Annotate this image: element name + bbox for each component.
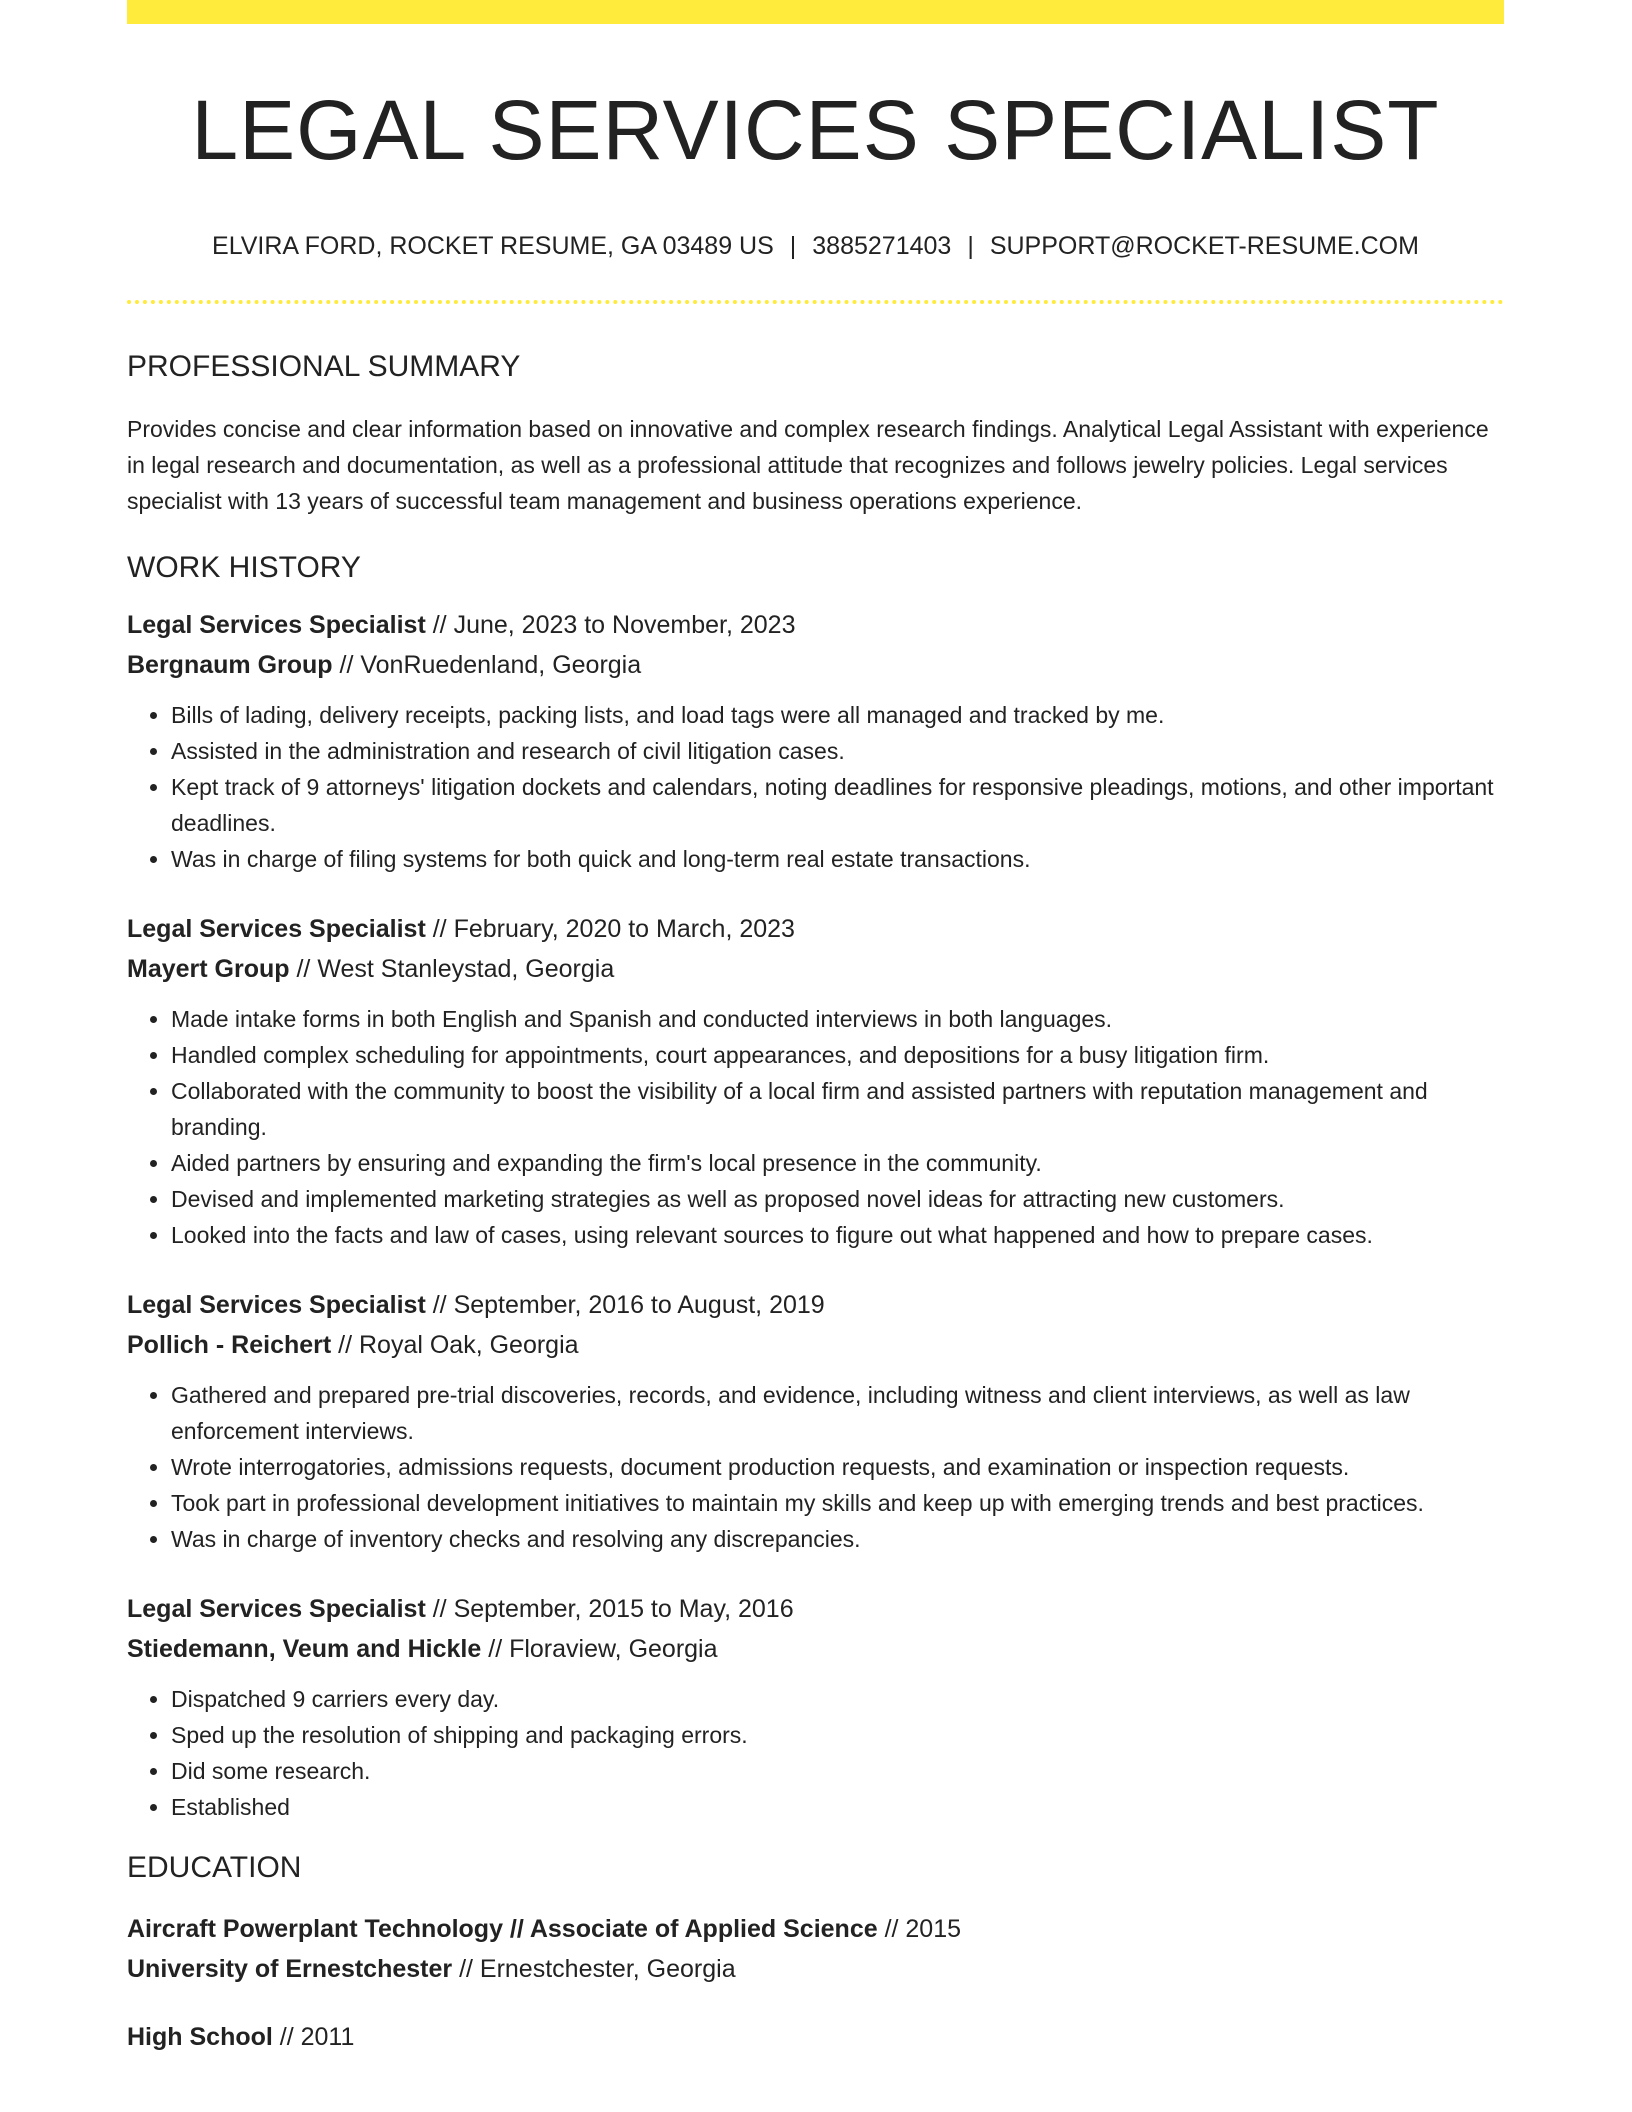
- duty-item: • Sped up the resolution of shipping and packaging errors.: [171, 1717, 1504, 1753]
- work-history-heading: WORK HISTORY: [127, 551, 361, 584]
- duty-item: • Gathered and prepared pre-trial discoveries, records, and evidence, including witness and client interviews, as well as law enforcement interviews.: [171, 1377, 1504, 1449]
- job-title-line: [127, 605, 1504, 645]
- job-entry: [127, 1589, 1504, 1825]
- duties-list: [127, 1681, 1504, 1825]
- contact-separator: |: [967, 232, 974, 260]
- company-location: // Floraview, Georgia: [481, 1635, 718, 1663]
- job-title: Legal Services Specialist: [127, 915, 426, 943]
- school-line: [127, 1949, 1504, 1989]
- job-title: Legal Services Specialist: [127, 1291, 426, 1319]
- contact-line: [127, 230, 1504, 262]
- degree-line: [127, 1909, 1504, 1949]
- summary-heading: PROFESSIONAL SUMMARY: [127, 350, 521, 383]
- company-line: [127, 1629, 1504, 1669]
- contact-phone: 3885271403: [812, 232, 952, 260]
- duty-item: • Looked into the facts and law of cases, using relevant sources to figure out what happened and how to prepare cases.: [171, 1217, 1504, 1253]
- duty-item: • Wrote interrogatories, admissions requests, document production requests, and examination or inspection requests.: [171, 1449, 1504, 1485]
- degree-name: Aircraft Powerplant Technology // Associate of Applied Science: [127, 1915, 878, 1943]
- dotted-divider: [127, 300, 1504, 304]
- job-entry: [127, 909, 1504, 1253]
- degree-name: High School: [127, 2023, 273, 2051]
- company-location: // West Stanleystad, Georgia: [289, 955, 615, 983]
- degree-year: // 2011: [272, 2023, 355, 2051]
- duty-item: • Made intake forms in both English and Spanish and conducted interviews in both languages.: [171, 1001, 1504, 1037]
- company-name: Bergnaum Group: [127, 651, 333, 679]
- contact-address: ELVIRA FORD, ROCKET RESUME, GA 03489 US: [212, 232, 774, 260]
- company-line: [127, 1325, 1504, 1365]
- duty-item: • Bills of lading, delivery receipts, packing lists, and load tags were all managed and tracked by me.: [171, 697, 1504, 733]
- job-title: Legal Services Specialist: [127, 611, 426, 639]
- duty-item: • Devised and implemented marketing strategies as well as proposed novel ideas for attracting new customers.: [171, 1181, 1504, 1217]
- degree-year: // 2015: [877, 1915, 962, 1943]
- duty-item: • Aided partners by ensuring and expanding the firm's local presence in the community.: [171, 1145, 1504, 1181]
- summary-text: Provides concise and clear information based on innovative and complex research findings. Analytical Legal Assistant with experience in legal research and documentation, as well as a professional attitude that recognizes and follows jewelry policies. Legal services specialist with 13 years of successful team management and business operations experience.: [127, 416, 1489, 514]
- duty-item: • Collaborated with the community to boost the visibility of a local firm and assisted partners with reputation management and branding.: [171, 1073, 1504, 1145]
- job-title-line: [127, 909, 1504, 949]
- education-entry: [127, 1909, 1504, 1989]
- duties-list: [127, 1377, 1504, 1557]
- education-entry: [127, 2017, 1504, 2057]
- company-line: [127, 949, 1504, 989]
- duties-list: [127, 697, 1504, 877]
- resume-content: [127, 0, 1504, 2057]
- job-entry: [127, 1285, 1504, 1557]
- company-name: Mayert Group: [127, 955, 290, 983]
- education-heading: EDUCATION: [127, 1851, 302, 1884]
- job-dates: // February, 2020 to March, 2023: [425, 915, 795, 943]
- degree-line: [127, 2017, 1504, 2057]
- contact-separator: |: [789, 232, 797, 260]
- contact-email: SUPPORT@ROCKET-RESUME.COM: [989, 232, 1419, 260]
- duty-item: • Was in charge of filing systems for both quick and long-term real estate transactions.: [171, 841, 1504, 877]
- duty-item: • Established: [171, 1789, 1504, 1825]
- duty-item: • Took part in professional development initiatives to maintain my skills and keep up with emerging trends and best practices.: [171, 1485, 1504, 1521]
- duties-list: [127, 1001, 1504, 1253]
- company-name: Stiedemann, Veum and Hickle: [127, 1635, 482, 1663]
- duty-item: • Did some research.: [171, 1753, 1504, 1789]
- duty-item: • Kept track of 9 attorneys' litigation dockets and calendars, noting deadlines for responsive pleadings, motions, and other important deadlines.: [171, 769, 1504, 841]
- school-name: University of Ernestchester: [127, 1955, 453, 1983]
- company-location: // VonRuedenland, Georgia: [332, 651, 642, 679]
- job-dates: // September, 2015 to May, 2016: [425, 1595, 794, 1623]
- job-title: Legal Services Specialist: [127, 1595, 426, 1623]
- job-dates: // September, 2016 to August, 2019: [425, 1291, 825, 1319]
- job-entry: [127, 605, 1504, 877]
- job-title-line: [127, 1589, 1504, 1629]
- job-dates: // June, 2023 to November, 2023: [425, 611, 796, 639]
- company-line: [127, 645, 1504, 685]
- resume-title: LEGAL SERVICES SPECIALIST: [191, 83, 1440, 177]
- duty-item: • Assisted in the administration and research of civil litigation cases.: [171, 733, 1504, 769]
- school-location: // Ernestchester, Georgia: [452, 1955, 736, 1983]
- duty-item: • Was in charge of inventory checks and resolving any discrepancies.: [171, 1521, 1504, 1557]
- company-name: Pollich - Reichert: [127, 1331, 332, 1359]
- duty-item: • Handled complex scheduling for appointments, court appearances, and depositions for a busy litigation firm.: [171, 1037, 1504, 1073]
- company-location: // Royal Oak, Georgia: [331, 1331, 579, 1359]
- job-title-line: [127, 1285, 1504, 1325]
- duty-item: • Dispatched 9 carriers every day.: [171, 1681, 1504, 1717]
